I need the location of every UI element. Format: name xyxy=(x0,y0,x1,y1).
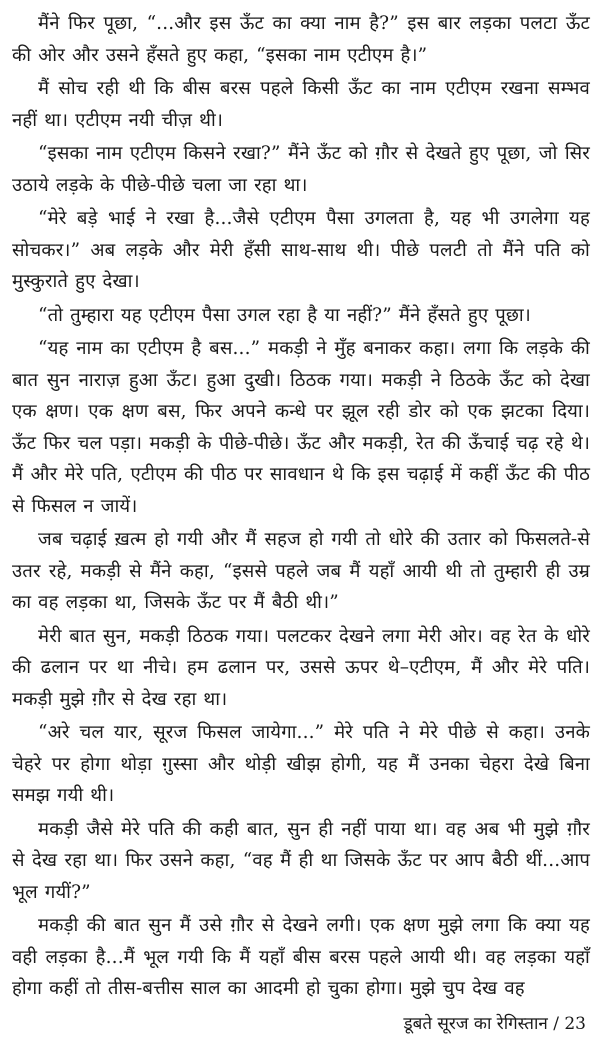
paragraph: मकड़ी की बात सुन मैं उसे ग़ौर से देखने लगी। एक क्षण मुझे लगा कि क्या यह वही लड़का है...मैं भूल गयी कि मैं यहाँ बीस बरस पहले आयी थी। वह लड़का यहाँ होगा कहीं तो तीस-बत्तीस साल का आदमी हो चुका होगा। मुझे चुप देख वह xyxy=(12,915,590,999)
page-footer-running-title: डूबते सूरज का रेगिस्तान / 23 xyxy=(403,1014,586,1034)
paragraph: मैंने फिर पूछा, “...और इस ऊँट का क्या नाम है?” इस बार लड़का पलटा ऊँट की ओर और उसने हँसते हुए कहा, “इसका नाम एटीएम है।” xyxy=(12,13,590,66)
paragraph: मेरी बात सुन, मकड़ी ठिठक गया। पलटकर देखने लगा मेरी ओर। वह रेत के धोरे की ढलान पर था नीचे। हम ढलान पर, उससे ऊपर थे–एटीएम, मैं और मेरे पति। मकड़ी मुझे ग़ौर से देख रहा था। xyxy=(12,625,590,710)
paragraph: “इसका नाम एटीएम किसने रखा?” मैंने ऊँट को ग़ौर से देखते हुए पूछा, जो सिर उठाये लड़के के पीछे-पीछे चला जा रहा था। xyxy=(12,143,590,196)
paragraph: जब चढ़ाई ख़त्म हो गयी और मैं सहज हो गयी तो धोरे की उतार को फिसलते-से उतर रहे, मकड़ी से मैंने कहा, “इससे पहले जब मैं यहाँ आयी थी तो तुम्हारी ही उम्र का वह लड़का था, जिसके ऊँट पर मैं बैठी थी।” xyxy=(12,529,590,613)
paragraph: “अरे चल यार, सूरज फिसल जायेगा...” मेरे पति ने मेरे पीछे से कहा। उनके चेहरे पर होगा थोड़ा ग़ुस्सा और थोड़ी खीझ होगी, यह मैं उनका चेहरा देखे बिना समझ गयी थी। xyxy=(12,722,590,806)
paragraph: “तो तुम्हारा यह एटीएम पैसा उगल रहा है या नहीं?” मैंने हँसते हुए पूछा। xyxy=(38,304,531,326)
paragraph: “मेरे बड़े भाई ने रखा है...जैसे एटीएम पैसा उगलता है, यह भी उगलेगा यह सोचकर।” अब लड़के और मेरी हँसी साथ-साथ थी। पीछे पलटी तो मैंने पति को मुस्कुराते हुए देखा। xyxy=(12,208,590,292)
paragraph: मकड़ी जैसे मेरे पति की कही बात, सुन ही नहीं पाया था। वह अब भी मुझे ग़ौर से देख रहा था। फिर उसने कहा, “वह मैं ही था जिसके ऊँट पर आप बैठी थीं...आप भूल गयीं?” xyxy=(12,818,590,903)
paragraph: “यह नाम का एटीएम है बस...” मकड़ी ने मुँह बनाकर कहा। लगा कि लड़के की बात सुन नाराज़ हुआ ऊँट। हुआ दुखी। ठिठक गया। मकड़ी ने ठिठके ऊँट को देखा एक क्षण। एक क्षण बस, फिर अपने कन्धे पर झूल रही डोर को एक झटका दिया। ऊँट फिर चल पड़ा। मकड़ी के पीछे-पीछे। ऊँट और मकड़ी, रेत की ऊँचाई चढ़ रहे थे। मैं और मेरे पति, एटीएम की पीठ पर सावधान थे कि इस चढ़ाई में कहीं ऊँट की पीठ से फिसल न जायें। xyxy=(12,338,590,517)
book-page xyxy=(12,8,590,1045)
paragraph: मैं सोच रही थी कि बीस बरस पहले किसी ऊँट का नाम एटीएम रखना सम्भव नहीं था। एटीएम नयी चीज़ थी। xyxy=(12,78,590,131)
